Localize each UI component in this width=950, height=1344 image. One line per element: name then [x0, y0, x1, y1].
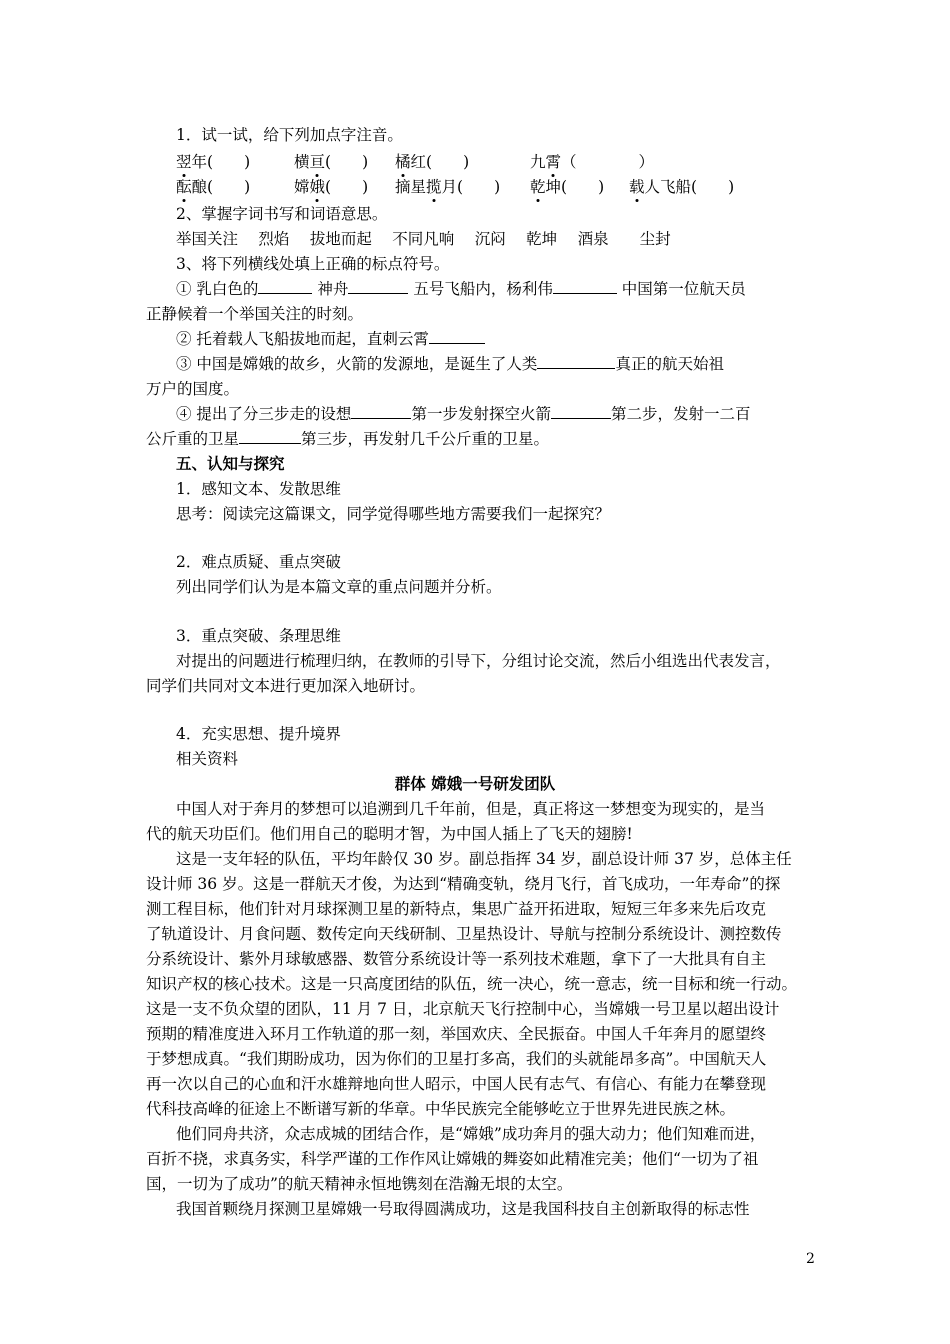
section3-q2: [176, 328, 485, 350]
section3-q1: [176, 278, 746, 300]
section1-title: 1．试一试，给下列加点字注音。: [176, 126, 403, 144]
section5-s3-text1: 对提出的问题进行梳理归纳，在教师的引导下，分组讨论交流，然后小组选出代表发言，: [176, 652, 781, 670]
q4-text: ④ 提出了分三步走的设想: [176, 405, 352, 423]
section5-s4: 4．充实思想、提升境界: [176, 725, 341, 743]
q4-text: 第三步，再发射几千公斤重的卫星。: [301, 430, 550, 448]
pinyin-item: 九霄（ ）: [530, 153, 655, 171]
article-line: 设计师 36 岁。这是一群航天才俊，为达到“精确变轨，绕月飞行，首飞成功，一年寿命”的探: [146, 875, 781, 893]
pinyin-item: 摘星揽月( ): [395, 178, 501, 196]
section5-heading: 五、认知与探究: [176, 454, 285, 473]
section5-s4-text: 相关资料: [176, 750, 239, 768]
section3-q1-cont: 正静候着一个举国关注的时刻。: [146, 305, 364, 323]
fill-blank[interactable]: [429, 328, 485, 344]
article-line: 我国首颗绕月探测卫星嫦娥一号取得圆满成功，这是我国科技自主创新取得的标志性: [176, 1200, 750, 1218]
article-line: 预期的精准度进入环月工作轨道的那一刻，举国欢庆、全民振奋。中国人千年奔月的愿望终: [146, 1025, 767, 1043]
dotted-char: 酝: [176, 178, 192, 196]
q4-text: 第一步发射探空火箭: [411, 405, 551, 423]
pinyin-item: 横亘( ): [294, 153, 369, 171]
fill-blank[interactable]: [553, 278, 617, 294]
dotted-char: 乾: [530, 178, 546, 196]
article-line: 他们同舟共济，众志成城的团结合作，是“嫦娥”成功奔月的强大动力；他们知难而进，: [176, 1125, 766, 1143]
dotted-char: 亘: [309, 153, 326, 171]
q4-text: 公斤重的卫星: [146, 430, 240, 448]
section3-q4: [176, 403, 750, 425]
q1-text: 五号飞船内，杨利伟: [413, 280, 553, 298]
fill-blank[interactable]: [239, 428, 301, 444]
article-line: 知识产权的核心技术。这是一只高度团结的队伍，统一决心，统一意志，统一目标和统一行动。: [146, 975, 798, 993]
dotted-char: 橘: [395, 153, 411, 171]
page-number: 2: [806, 1251, 815, 1267]
q2-text: ② 托着载人飞船拔地而起，直刺云霄: [176, 330, 429, 348]
section2-title: 2、掌握字词书写和词语意思。: [176, 205, 388, 223]
pinyin-item: 载人飞船( ): [629, 178, 735, 196]
fill-blank[interactable]: [551, 403, 611, 419]
fill-blank[interactable]: [351, 403, 411, 419]
q1-text: 神舟: [317, 280, 349, 298]
article-line: 再一次以自己的心血和汗水雄辩地向世人昭示，中国人民有志气、有信心、有能力在攀登现: [146, 1075, 767, 1093]
section5-s3: 3．重点突破、条理思维: [176, 627, 341, 645]
section5-s1-text: 思考：阅读完这篇课文，同学觉得哪些地方需要我们一起探究？: [176, 505, 611, 523]
q3-text: 真正的航天始祖: [615, 355, 724, 373]
article-line: 了轨道设计、月食问题、数传定向天线研制、卫星热设计、导航与控制分系统设计、测控数传: [146, 925, 782, 943]
article-line: 于梦想成真。“我们期盼成功，因为你们的卫星打多高，我们的头就能昂多高”。中国航天人: [146, 1050, 767, 1068]
fill-blank[interactable]: [258, 278, 312, 294]
dotted-char: 载: [629, 178, 645, 196]
section5-s3-text2: 同学们共同对文本进行更加深入地研讨。: [146, 677, 426, 695]
article-line: 代科技高峰的征途上不断谱写新的华章。中华民族完全能够屹立于世界先进民族之林。: [146, 1100, 736, 1118]
q1-text: ① 乳白色的: [176, 280, 259, 298]
pinyin-item: 翌年( ): [176, 153, 251, 171]
section3-title: 3、将下列横线处填上正确的标点符号。: [176, 255, 450, 273]
article-line: 国，一切为了成功”的航天精神永恒地镌刻在浩瀚无垠的太空。: [146, 1175, 573, 1193]
article-line: 分系统设计、紫外月球敏感器、数管分系统设计等一系列技术难题，拿下了一大批具有自主: [146, 950, 767, 968]
section5-s1: 1．感知文本、发散思维: [176, 480, 341, 498]
fill-blank[interactable]: [537, 353, 615, 369]
section2-words: 举国关注 烈焰 拔地而起 不同凡响 沉闷 乾坤 酒泉 尘封: [176, 230, 671, 248]
pinyin-item: 嫦娥( ): [294, 178, 369, 196]
dotted-char: 翌: [176, 153, 192, 171]
article-line: 测工程目标，他们针对月球探测卫星的新特点，集思广益开拓进取，短短三年多来先后攻克: [146, 900, 767, 918]
article-line: 代的航天功臣们。他们用自己的聪明才智，为中国人插上了飞天的翅膀!: [146, 825, 633, 843]
section5-s2-text: 列出同学们认为是本篇文章的重点问题并分析。: [176, 578, 502, 596]
fill-blank[interactable]: [348, 278, 408, 294]
pinyin-item: 酝酿( ): [176, 178, 251, 196]
article-line: 这是一支不负众望的团队，11 月 7 日，北京航天飞行控制中心，当嫦娥一号卫星以超出设计: [146, 1000, 780, 1018]
article-line: 中国人对于奔月的梦想可以追溯到几千年前，但是，真正将这一梦想变为现实的，是当: [176, 800, 766, 818]
q4-text: 第二步，发射一二百: [610, 405, 751, 423]
pinyin-item: 乾坤( ): [530, 178, 605, 196]
dotted-char: 娥: [309, 178, 326, 196]
article-line: 百折不挠，求真务实，科学严谨的工作作风让嫦娥的舞姿如此精准完美；他们“一切为了祖: [146, 1150, 759, 1168]
q1-text: 中国第一位航天员: [621, 280, 746, 298]
article-line: 这是一支年轻的队伍，平均年龄仅 30 岁。副总指挥 34 岁，副总设计师 37 岁，总体主任: [176, 850, 792, 868]
article-title: 群体 嫦娥一号研发团队: [394, 774, 556, 793]
dotted-char: 揽: [426, 178, 442, 196]
pinyin-item: 橘红( ): [395, 153, 470, 171]
section3-q3-cont: 万户的国度。: [146, 380, 240, 398]
section5-s2: 2．难点质疑、重点突破: [176, 553, 341, 571]
section3-q4-cont: [146, 428, 549, 450]
dotted-char: 霄: [545, 153, 562, 171]
section3-q3: [176, 353, 724, 375]
q3-text: ③ 中国是嫦娥的故乡，火箭的发源地，是诞生了人类: [176, 355, 538, 373]
